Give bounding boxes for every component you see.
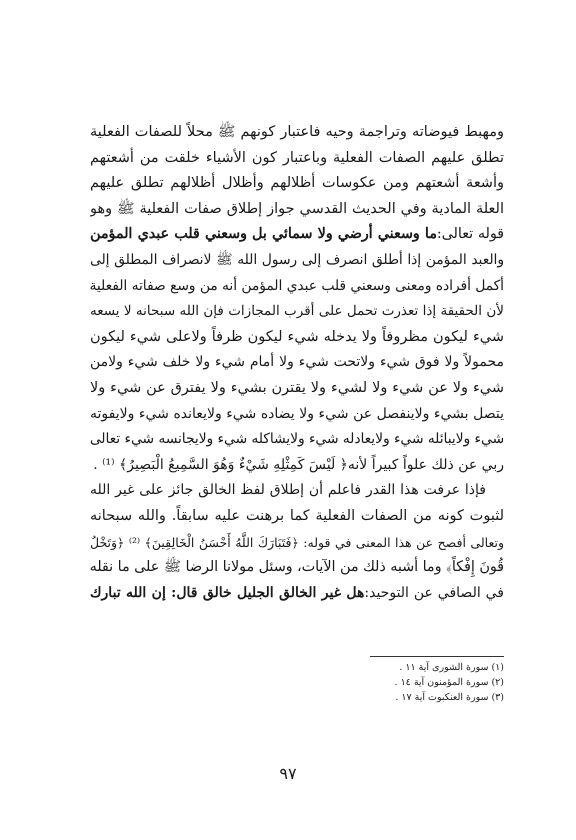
text-line: والعبد المؤمن إذا أطلق انصرف إلى رسول الله ﷺ لانصراف المطلق إلى (90, 251, 504, 268)
text-line: وأشعة أشعتهم ومن عكوسات أظلالهم وأظلال أظلالهم تطلق عليهم (90, 175, 504, 192)
text-line: شيء ليكون مظروفاً ولا يدخله شيء ليكون ظرفاً ولاعلى شيء ليكون (90, 328, 504, 345)
footnote-divider (370, 656, 504, 657)
text-line: شيء ولا عن شيء ولا لشيء ولا يقترن بشيء ولا يفترق عن شيء ولا (90, 379, 504, 396)
text-line: ومهبط فيوضاته وتراجمة وحيه فاعتبار كونهم ﷺ محلاً للصفات الفعلية (90, 124, 504, 140)
text-line: لثبوت كونه من الصفات الفعلية كما برهنت عليه سابقاً. والله سبحانه (90, 507, 504, 524)
text-line: ربي عن ذلك علواً كبيراً لأنه﴿ لَيْسَ كَمِثْلِهِ شَيْءٌ وَهُوَ السَّمِيعُ الْبَصِيرُ﴾ ⁽¹⁾ . (93, 456, 504, 473)
question-quote: هل غير الخالق الجليل خالق قال: إن الله تبارك (90, 584, 365, 601)
text-line: وتعالى أفصح عن هذا المعنى في قوله: ﴿فَتَبَارَكَ اللَّهُ أَحْسَنُ الْخَالِقِينَ﴾ ⁽²⁾ ﴿وَتَخْلُ (90, 534, 504, 550)
footnote-item: (٢) سورة المؤمنون آية ١٤ . (394, 677, 504, 688)
text-line-question (90, 581, 504, 607)
main-text (90, 120, 504, 606)
text-line: يتصل بشيء ولاينفصل عن شيء ولا يضاده شيء ولايعانده شيء ولايفوته (90, 405, 504, 422)
text-line: قُونَ إِفْكاً﴾ وما أشبه ذلك من الآيات، وسئل مولانا الرضا ﷺ على ما نقله (90, 559, 504, 576)
text-line: شيء ولايبائله شيء ولايعادله شيء ولايشاكله شيء ولايجانسه شيء تعالى (90, 431, 504, 448)
footnotes (90, 660, 504, 705)
footnote-item: (٣) سورة العنكبوت آية ١٧ . (395, 692, 504, 703)
text-line: العلة المادية وفي الحديث القدسي جواز إطلاق صفات الفعلية ﷺ وهو (90, 200, 504, 217)
text-line: أكمل أفراده ومعنى وسعني قلب عبدي المؤمن أنه من وسع صفاته الفعلية (90, 277, 504, 294)
text-line: محمولاً ولا فوق شيء ولاتحت شيء ولا أمام شيء ولا خلف شيء ولامن (90, 354, 504, 371)
text-line: تطلق عليهم الصفات الفعلية وباعتبار كون الأشياء خلقت من أشعتهم (90, 149, 504, 166)
hadith-intro: قوله تعالى: (436, 226, 504, 243)
text-line-hadith (90, 222, 504, 248)
hadith-quote: ما وسعني أرضي ولا سمائي بل وسعني قلب عبدي المؤمن (90, 226, 437, 243)
text-line: فإذا عرفت هذا القدر فاعلم أن إطلاق لفظ الخالق جائز على غير الله (90, 482, 486, 499)
footnote-item: (١) سورة الشورى آية ١١ . (399, 662, 504, 673)
text-line: لأن الحقيقة إذا تعذرت تحمل على أقرب المجازات فإن الله سبحانه لا يسعه (90, 303, 504, 320)
citation-intro: في الصافي عن التوحيد: (364, 584, 504, 601)
page-number: ٩٧ (279, 764, 297, 783)
